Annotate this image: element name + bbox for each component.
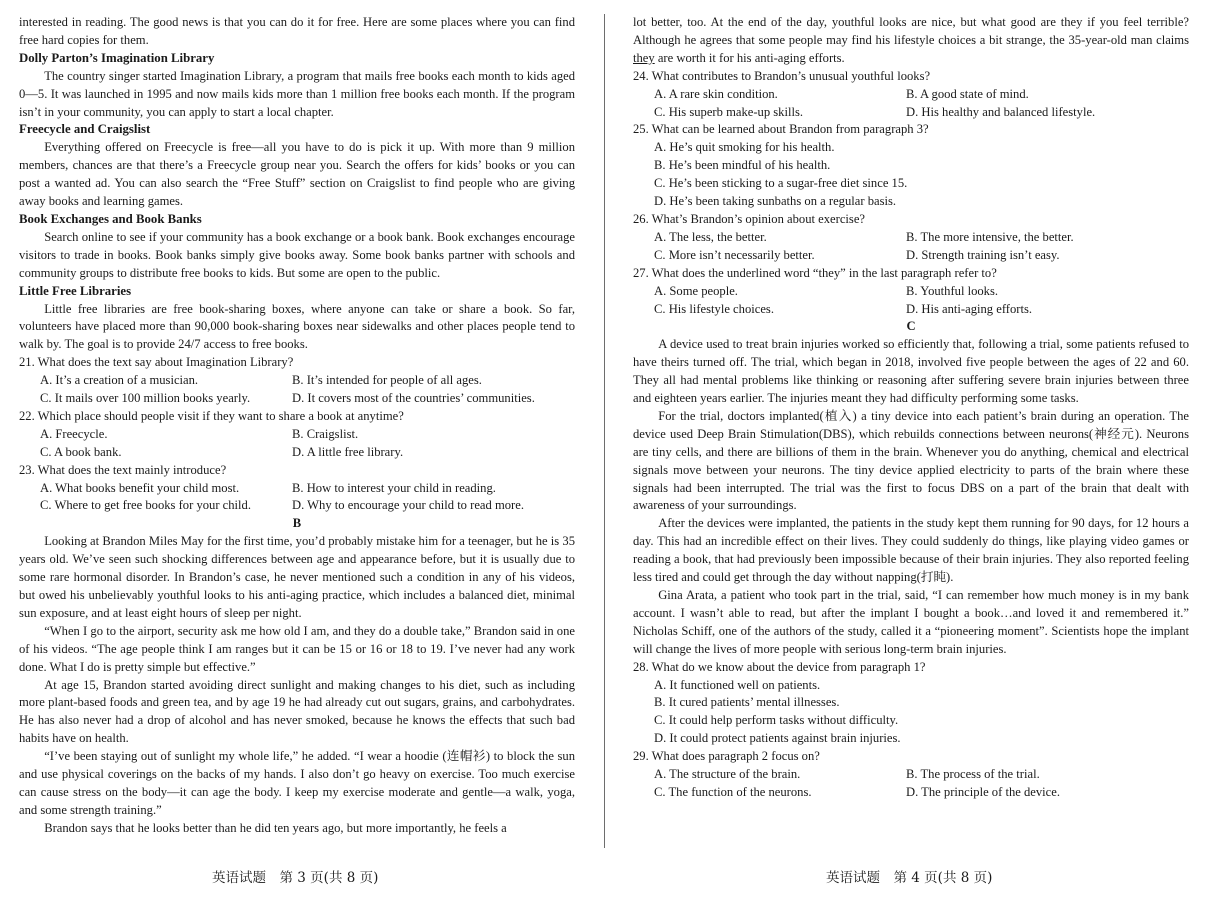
question-options bbox=[19, 426, 575, 462]
question-stem: 23. What does the text mainly introduce? bbox=[19, 462, 227, 477]
intro-text: interested in reading. The good news is that you can do it for free. Here are some places where you can find free hard copies for them. bbox=[19, 15, 575, 47]
page-divider bbox=[604, 14, 605, 848]
question-options bbox=[633, 229, 1189, 265]
option: D. Why to encourage your child to read more. bbox=[292, 498, 524, 513]
option: D. A little free library. bbox=[292, 444, 404, 459]
question-stem: 27. What does the underlined word “they” in the last paragraph refer to? bbox=[633, 265, 997, 280]
passage-paragraph: Looking at Brandon Miles May for the first time, you’d probably mistake him for a teenager, but he is 35 years old. We’ve seen such shocking differences between age and appearance before, but it is usually due to some rare hormonal disorder. In Brandon’s case, he never mentioned such a condition in any of his videos, but owed his unbelievably youthful looks to his anti-aging practice, which includes a balanced diet, minimal sun exposure, and at least eight hours of sleep per night. bbox=[19, 534, 575, 620]
question-options bbox=[19, 372, 575, 408]
option: D. His healthy and balanced lifestyle. bbox=[906, 104, 1096, 119]
option: A. What books benefit your child most. bbox=[40, 480, 240, 495]
section-text: Everything offered on Freecycle is free—all you have to do is pick it up. With more than 9 million members, chances are that there’s a Freecycle group near you. Search the offers for kids’ books or you can post a wanted ad. You can also search the “Free Stuff” section on Craigslist to find people who are giving away books and learning games. bbox=[19, 140, 575, 209]
section-heading: Freecycle and Craigslist bbox=[19, 122, 151, 137]
option: C. He’s been sticking to a sugar-free diet since 15. bbox=[654, 176, 908, 191]
passage-paragraph: “When I go to the airport, security ask me how old I am, and they do a double take,” Brandon said in one of his videos. “The age people think I am ranges but it can be 15 or 16 or 18 to 19. I’ve never had any work done. What I do is pretty simple but effective.” bbox=[19, 623, 575, 674]
section-letter: B bbox=[292, 516, 302, 531]
left-page bbox=[19, 14, 575, 838]
option: B. Craigslist. bbox=[292, 426, 359, 441]
question-options bbox=[633, 283, 1189, 319]
option: D. Strength training isn’t easy. bbox=[906, 247, 1060, 262]
option: A. Some people. bbox=[654, 283, 738, 298]
option: D. It could protect patients against brain injuries. bbox=[654, 731, 901, 746]
option: B. It cured patients’ mental illnesses. bbox=[654, 695, 840, 710]
section-text: Search online to see if your community has a book exchange or a book bank. Book exchanges encourage visitors to trade in books. Book banks simply give books away. Some book banks partner with schools and community groups to distribute free books to kids. But some are open to the public. bbox=[19, 229, 575, 280]
option: D. His anti-aging efforts. bbox=[906, 301, 1033, 316]
option: A. Freecycle. bbox=[40, 426, 108, 441]
option: A. It functioned well on patients. bbox=[654, 677, 821, 692]
passage-paragraph: Gina Arata, a patient who took part in the trial, said, “I can remember how much money is in my bank account. I wasn’t able to read, but after the implant I bought a book…and loved it and remembered it.” Nicholas Schiff, one of the authors of the study, called it a “pioneering moment”. Scientists hope the implant will change the lives of more people with serious long-term brain injuries. bbox=[633, 588, 1189, 656]
question-stem: 28. What do we know about the device from paragraph 1? bbox=[633, 659, 926, 674]
option: D. He’s been taking sunbaths on a regular basis. bbox=[654, 194, 897, 209]
option: D. The principle of the device. bbox=[906, 784, 1060, 799]
option: C. His superb make-up skills. bbox=[654, 104, 804, 119]
section-heading: Little Free Libraries bbox=[19, 283, 132, 298]
option: C. It mails over 100 million books yearly. bbox=[40, 391, 251, 406]
option: A. A rare skin condition. bbox=[654, 86, 778, 101]
option: B. It’s intended for people of all ages. bbox=[292, 373, 482, 388]
question-options bbox=[633, 677, 1189, 749]
section-text: The country singer started Imagination Library, a program that mails free books each month to kids aged 0—5. It was launched in 1995 and now mails kids more than 1 million free books each month. If the program isn’t in your community, you can apply to start a local chapter. bbox=[19, 68, 575, 119]
option: C. A book bank. bbox=[40, 444, 122, 459]
continued-paragraph: lot better, too. At the end of the day, youthful looks are nice, but what good are they if you feel terrible? Although he agrees that some people may find his lifestyle choices a bit strange, the 35-year-old man claims they are worth it for his anti-aging efforts. bbox=[633, 15, 1189, 65]
question-stem: 22. Which place should people visit if they want to share a book at anytime? bbox=[19, 408, 404, 423]
passage-paragraph: “I’ve been staying out of sunlight my whole life,” he added. “I wear a hoodie (连帽衫) to block the sun and use physical coverings on the backs of my hands. I also don’t go heavy on exercise. Too much exercise can cause stress on the body—it can age the body. I keep my exercise moderate and gentle—a walk, yoga, and some strength training.” bbox=[19, 749, 575, 817]
passage-paragraph: For the trial, doctors implanted(植入) a tiny device into each patient’s brain during an operation. The device used Deep Brain Stimulation(DBS), which rebuilds connections between neurons(神经元). Neurons are tiny cells, and there are billions of them in the brain. Whenever you do anything, chemical and electrical signals move between your neurons. The tiny device applied electricity to parts of the brain where these signals had been interrupted. The trial was the first to focus DBS on a part of the brain that dealt with awareness of your surroundings. bbox=[633, 408, 1189, 513]
option: B. How to interest your child in reading. bbox=[292, 480, 496, 495]
option: B. The process of the trial. bbox=[906, 767, 1040, 782]
question-options bbox=[633, 766, 1189, 802]
option: C. It could help perform tasks without difficulty. bbox=[654, 713, 899, 728]
question-stem: 29. What does paragraph 2 focus on? bbox=[633, 749, 820, 764]
passage-paragraph: A device used to treat brain injuries worked so efficiently that, following a trial, some patients refused to have theirs turned off. The trial, which began in 2018, involved five people between the ages of 22 and 60. They all had mental problems like thinking or reasoning after suffering severe brain injuries between three and eighteen years earlier. The injuries meant they had difficulty performing some tasks. bbox=[633, 337, 1189, 406]
option: B. The more intensive, the better. bbox=[906, 229, 1074, 244]
option: A. He’s quit smoking for his health. bbox=[654, 140, 835, 155]
section-letter: C bbox=[906, 319, 916, 334]
option: A. The less, the better. bbox=[654, 229, 767, 244]
question-stem: 21. What does the text say about Imagination Library? bbox=[19, 355, 294, 370]
page-footer: 英语试题 第 3 页(共 8 页) bbox=[212, 870, 379, 886]
option: B. Youthful looks. bbox=[906, 283, 999, 298]
section-heading: Book Exchanges and Book Banks bbox=[19, 211, 202, 226]
right-page bbox=[633, 14, 1189, 802]
question-options bbox=[633, 139, 1189, 211]
option: C. More isn’t necessarily better. bbox=[654, 247, 815, 262]
option: D. It covers most of the countries’ communities. bbox=[292, 391, 535, 406]
passage-paragraph: At age 15, Brandon started avoiding direct sunlight and making changes to his diet, such as including more plant-based foods and green tea, and by age 19 he had already cut out sugars, grains, and carbohydrates. He has also never had a drop of alcohol and has never smoked, because he knows the effects that such bad habits have on health. bbox=[19, 677, 575, 746]
passage-paragraph: After the devices were implanted, the patients in the study kept them running for 90 days, for 12 hours a day. This had an incredible effect on their lives. They could suddenly do things, like playing video games or reading a book, that had previously been impossible because of their brain injuries. They also reported feeling less tired and could get through the day without napping(打盹). bbox=[633, 516, 1189, 585]
underlined-word: they bbox=[633, 50, 655, 65]
option: B. A good state of mind. bbox=[906, 86, 1029, 101]
section-heading: Dolly Parton’s Imagination Library bbox=[19, 50, 215, 65]
question-options bbox=[19, 480, 575, 516]
option: C. Where to get free books for your child. bbox=[40, 498, 252, 513]
passage-paragraph: Brandon says that he looks better than he did ten years ago, but more importantly, he feels a bbox=[44, 820, 507, 835]
question-stem: 26. What’s Brandon’s opinion about exercise? bbox=[633, 211, 865, 226]
option: C. The function of the neurons. bbox=[654, 784, 812, 799]
question-stem: 25. What can be learned about Brandon from paragraph 3? bbox=[633, 122, 929, 137]
option: C. His lifestyle choices. bbox=[654, 301, 774, 316]
page-footer: 英语试题 第 4 页(共 8 页) bbox=[826, 870, 993, 886]
option: B. He’s been mindful of his health. bbox=[654, 158, 831, 173]
option: A. It’s a creation of a musician. bbox=[40, 373, 199, 388]
question-options bbox=[633, 86, 1189, 122]
question-stem: 24. What contributes to Brandon’s unusual youthful looks? bbox=[633, 68, 931, 83]
section-text: Little free libraries are free book-sharing boxes, where anyone can take or share a book. So far, volunteers have placed more than 90,000 book-sharing boxes near sidewalks and other places people tend to walk by. The goal is to provide 24/7 access to free books. bbox=[19, 301, 575, 352]
option: A. The structure of the brain. bbox=[654, 767, 801, 782]
